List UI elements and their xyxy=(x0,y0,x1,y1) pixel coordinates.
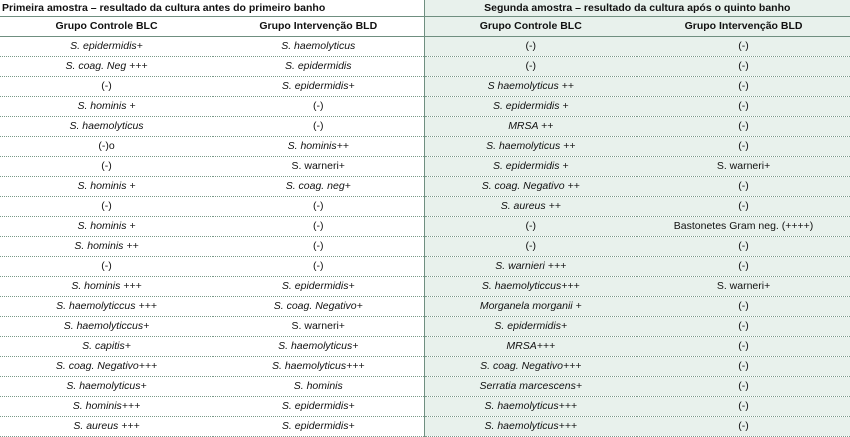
table-cell: S. haemolyticcus +++ xyxy=(0,297,213,317)
table-cell: S. hominis+++ xyxy=(0,397,213,417)
table-cell: S. warneri+ xyxy=(637,277,850,297)
table-cell: S. hominis + xyxy=(0,177,213,197)
table-cell: MRSA+++ xyxy=(424,337,637,357)
table-cell: (-) xyxy=(637,237,850,257)
table-cell: (-) xyxy=(424,37,637,57)
table-row xyxy=(0,117,850,137)
table-cell: S. epidermidis+ xyxy=(0,37,213,57)
table-cell: S. aureus +++ xyxy=(0,417,213,437)
table-cell: (-) xyxy=(637,37,850,57)
table-cell: S. capitis+ xyxy=(0,337,213,357)
table-row xyxy=(0,97,850,117)
table-cell: S. haemolyticus+++ xyxy=(424,417,637,437)
table-cell: S. haemolyticus xyxy=(213,37,424,57)
table-cell: S. coag. Negativo+++ xyxy=(424,357,637,377)
table-cell: S. warneri+ xyxy=(213,157,424,177)
table-cell: S. haemolyticus+++ xyxy=(213,357,424,377)
table-cell: (-) xyxy=(637,397,850,417)
table-cell: (-) xyxy=(213,97,424,117)
table-cell: (-) xyxy=(637,377,850,397)
table-cell: (-) xyxy=(637,297,850,317)
table-cell: S. coag. neg+ xyxy=(213,177,424,197)
table-cell: S. epidermidis+ xyxy=(213,277,424,297)
table-row xyxy=(0,37,850,57)
table-cell: S. warneri+ xyxy=(637,157,850,177)
table-cell: S. hominis++ xyxy=(213,137,424,157)
table-row xyxy=(0,417,850,437)
table-cell: (-) xyxy=(213,237,424,257)
table-row xyxy=(0,277,850,297)
table-cell: S haemolyticus ++ xyxy=(424,77,637,97)
table-cell: S. epidermidis+ xyxy=(213,77,424,97)
table-cell: (-) xyxy=(213,197,424,217)
table-row xyxy=(0,297,850,317)
column-header: Grupo Intervenção BLD xyxy=(637,17,850,37)
table-cell: S. warnieri +++ xyxy=(424,257,637,277)
table-row xyxy=(0,157,850,177)
table-cell: (-) xyxy=(637,117,850,137)
table-row xyxy=(0,77,850,97)
table-cell: S. coag. Negativo+ xyxy=(213,297,424,317)
table-cell: S. warneri+ xyxy=(213,317,424,337)
table-cell: S. haemolyticus ++ xyxy=(424,137,637,157)
column-header: Grupo Intervenção BLD xyxy=(213,17,424,37)
table-cell: S. haemolyticcus+++ xyxy=(424,277,637,297)
table-cell: S. haemolyticus+ xyxy=(0,377,213,397)
table-cell: S. haemolyticcus+ xyxy=(0,317,213,337)
table-row xyxy=(0,137,850,157)
table-cell: S. hominis + xyxy=(0,97,213,117)
table-cell: S. haemolyticus+ xyxy=(213,337,424,357)
table-cell: (-) xyxy=(637,317,850,337)
table-cell: Bastonetes Gram neg. (++++) xyxy=(637,217,850,237)
table-cell: (-) xyxy=(637,257,850,277)
table-cell: Morganela morganii + xyxy=(424,297,637,317)
table-row xyxy=(0,217,850,237)
table-cell: (-) xyxy=(213,217,424,237)
table-cell: S. epidermidis+ xyxy=(213,417,424,437)
table-cell: (-) xyxy=(637,197,850,217)
table-row xyxy=(0,257,850,277)
table-cell: (-) xyxy=(637,137,850,157)
table-cell: S. epidermidis + xyxy=(424,97,637,117)
table-row xyxy=(0,57,850,77)
table-cell: (-) xyxy=(637,337,850,357)
table-cell: S. haemolyticus+++ xyxy=(424,397,637,417)
table-cell: S. haemolyticus xyxy=(0,117,213,137)
table-cell: (-) xyxy=(424,217,637,237)
group-header-second-sample: Segunda amostra – resultado da cultura após o quinto banho xyxy=(424,0,850,17)
table-row xyxy=(0,337,850,357)
column-header: Grupo Controle BLC xyxy=(0,17,213,37)
table-cell: S. aureus ++ xyxy=(424,197,637,217)
table-cell: (-) xyxy=(637,57,850,77)
table-body xyxy=(0,37,850,437)
table-row xyxy=(0,317,850,337)
group-header-row xyxy=(0,0,850,17)
table-cell: S. coag. Negativo+++ xyxy=(0,357,213,377)
table-cell: S. epidermidis xyxy=(213,57,424,77)
table-cell: (-) xyxy=(0,257,213,277)
table-row xyxy=(0,197,850,217)
table-row xyxy=(0,377,850,397)
table-cell: S. epidermidis+ xyxy=(424,317,637,337)
table-row xyxy=(0,237,850,257)
table-cell: (-) xyxy=(637,97,850,117)
table-cell: (-) xyxy=(0,157,213,177)
column-header-row xyxy=(0,17,850,37)
table-cell: (-) xyxy=(637,417,850,437)
group-header-first-sample: Primeira amostra – resultado da cultura antes do primeiro banho xyxy=(0,0,424,17)
table-cell: Serratia marcescens+ xyxy=(424,377,637,397)
table-cell: (-)o xyxy=(0,137,213,157)
column-header: Grupo Controle BLC xyxy=(424,17,637,37)
table-cell: (-) xyxy=(424,57,637,77)
table-cell: MRSA ++ xyxy=(424,117,637,137)
table-cell: (-) xyxy=(637,357,850,377)
table-row xyxy=(0,177,850,197)
table-cell: S. hominis + xyxy=(0,217,213,237)
table-cell: (-) xyxy=(424,237,637,257)
table-cell: S. coag. Neg +++ xyxy=(0,57,213,77)
table-cell: S. epidermidis+ xyxy=(213,397,424,417)
table-cell: S. hominis +++ xyxy=(0,277,213,297)
table-cell: S. hominis ++ xyxy=(0,237,213,257)
table-cell: S. coag. Negativo ++ xyxy=(424,177,637,197)
table-cell: (-) xyxy=(213,257,424,277)
table-cell: (-) xyxy=(637,177,850,197)
table-cell: (-) xyxy=(0,197,213,217)
table-cell: (-) xyxy=(213,117,424,137)
table-cell: (-) xyxy=(637,77,850,97)
table-cell: S. hominis xyxy=(213,377,424,397)
table-cell: S. epidermidis + xyxy=(424,157,637,177)
table-cell: (-) xyxy=(0,77,213,97)
table-row xyxy=(0,357,850,377)
